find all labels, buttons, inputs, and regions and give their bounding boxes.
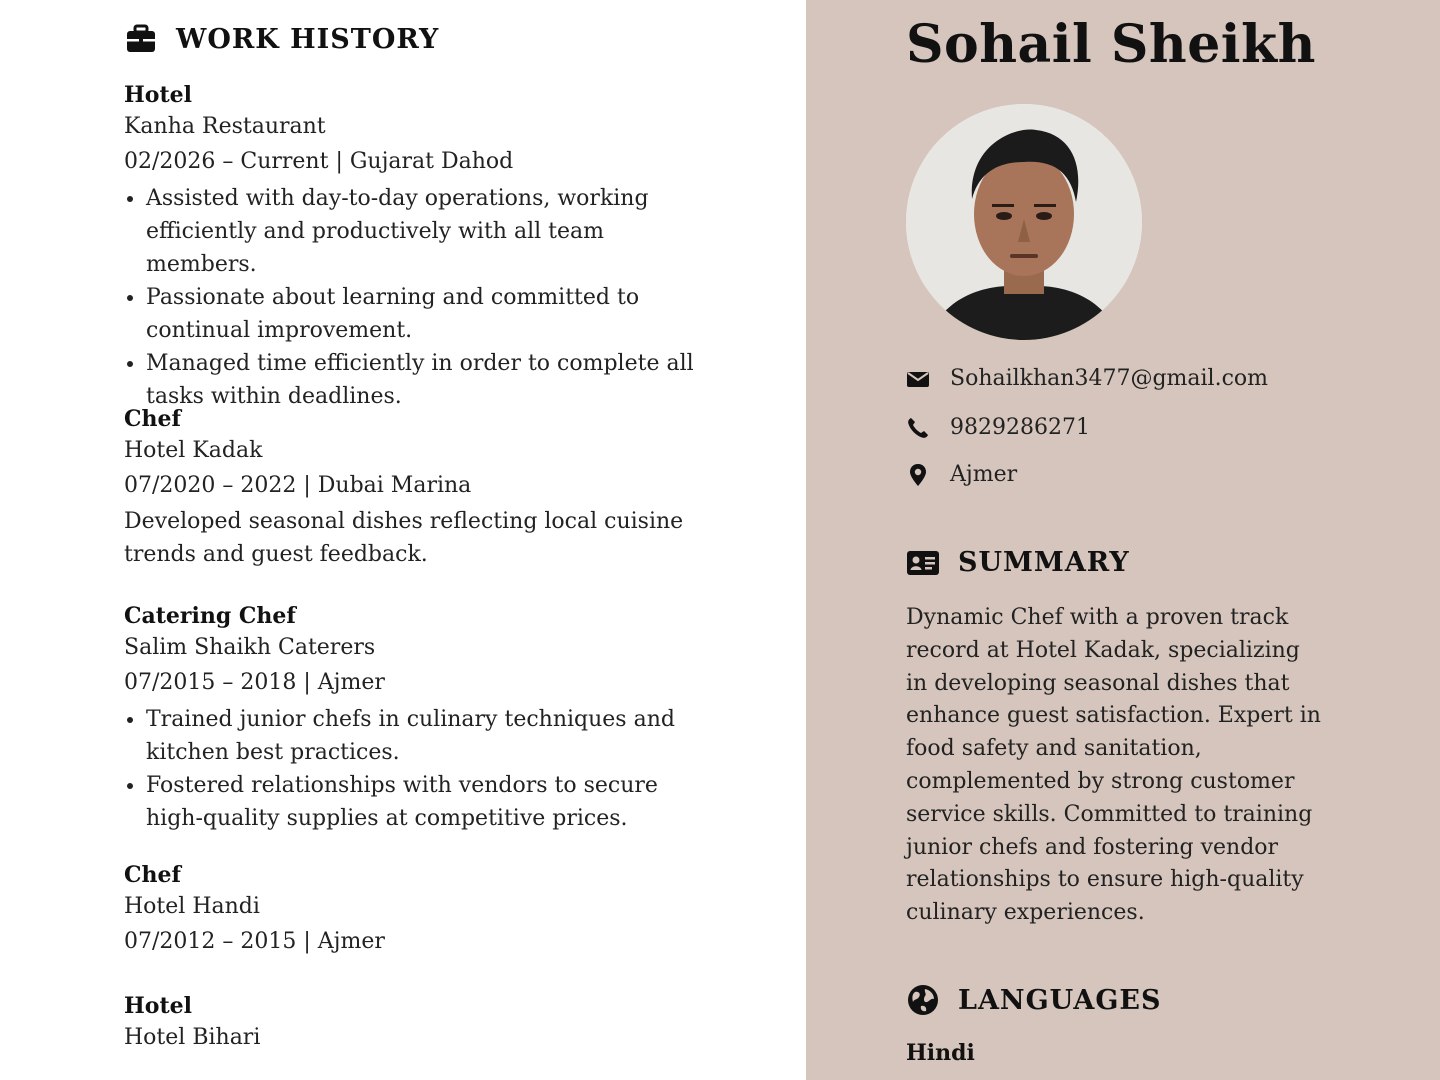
phone-text: 9829286271 [950, 415, 1090, 440]
job-role: Hotel [124, 993, 192, 1019]
job-dates: 07/2012 – 2015 | Ajmer [124, 929, 385, 954]
job-entry [124, 601, 744, 835]
job-company: Kanha Restaurant [124, 114, 326, 139]
job-bullet: • Managed time efficiently in order to complete all tasks within deadlines. [146, 347, 716, 413]
job-company: Salim Shaikh Caterers [124, 635, 376, 660]
contact-email [906, 366, 1268, 391]
job-dates: 07/2015 – 2018 | Ajmer [124, 670, 385, 695]
job-entry [124, 80, 744, 413]
location-text: Ajmer [950, 462, 1018, 487]
job-bullet: • Assisted with day-to-day operations, working efficiently and productively with all team members. [146, 182, 716, 281]
summary-text: Dynamic Chef with a proven track record at Hotel Kadak, specializing in developing seasonal dishes that enhance guest satisfaction. Expert in food safety and sanitation, complemented by strong customer service skills. Committed to training junior chefs and fostering vendor relationships to ensure high-quality culinary experiences. [906, 605, 1321, 926]
job-entry [124, 991, 744, 1055]
summary-header [906, 545, 1130, 579]
job-role: Hotel [124, 82, 192, 108]
job-bullets [124, 182, 716, 413]
job-role: Chef [124, 862, 181, 888]
job-entry [124, 404, 744, 571]
globe-icon [906, 983, 940, 1017]
profile-photo [906, 104, 1142, 340]
job-description: Developed seasonal dishes reflecting local cuisine trends and guest feedback. [124, 509, 684, 567]
job-bullet: • Fostered relationships with vendors to secure high-quality supplies at competitive prices. [146, 769, 706, 835]
job-dates: 07/2020 – 2022 | Dubai Marina [124, 473, 472, 498]
language-item: Hindi [906, 1040, 975, 1066]
contact-phone [906, 415, 1090, 440]
job-bullets [124, 703, 706, 835]
job-company: Hotel Handi [124, 894, 260, 919]
summary-title: SUMMARY [958, 546, 1130, 578]
work-history-title: WORK HISTORY [176, 23, 440, 55]
job-bullet: • Passionate about learning and committed to continual improvement. [146, 281, 646, 347]
email-text: Sohailkhan3477@gmail.com [950, 366, 1269, 391]
candidate-name: Sohail Sheikh [906, 14, 1316, 75]
job-dates: 02/2026 – Current | Gujarat Dahod [124, 149, 514, 174]
work-history-header [124, 22, 439, 56]
job-role: Catering Chef [124, 603, 296, 629]
id-card-icon [906, 545, 940, 579]
phone-icon [906, 416, 930, 440]
job-company: Hotel Kadak [124, 438, 263, 463]
job-entry [124, 860, 744, 960]
map-pin-icon [906, 463, 930, 487]
job-role: Chef [124, 406, 181, 432]
contact-location [906, 462, 1017, 487]
job-bullet: • Trained junior chefs in culinary techniques and kitchen best practices. [146, 703, 706, 769]
languages-title: LANGUAGES [958, 984, 1162, 1016]
job-company: Hotel Bihari [124, 1025, 261, 1050]
briefcase-icon [124, 22, 158, 56]
envelope-icon [906, 367, 930, 391]
languages-header [906, 983, 1161, 1017]
